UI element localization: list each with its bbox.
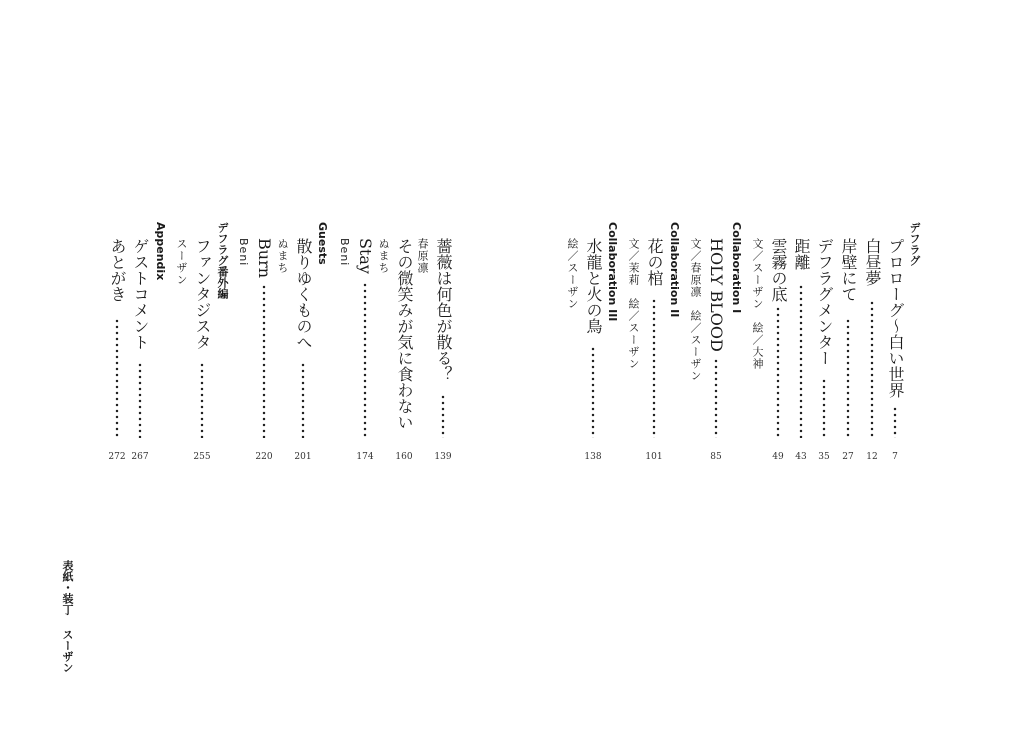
section-heading-collab3: Collaboration III xyxy=(606,222,619,322)
toc-credit-suiryu: 絵／スーザン xyxy=(566,238,579,310)
toc-title-hakuchumu: 白昼夢 xyxy=(863,238,882,286)
toc-page-hana: 101 xyxy=(645,452,663,462)
toc-title-hana: 花の棺 xyxy=(645,238,664,286)
toc-title-stay: Stay xyxy=(356,238,375,274)
toc-page-fantasista: 255 xyxy=(193,452,211,462)
toc-credit-hana: 文／茉莉 絵／スーザン xyxy=(627,238,640,370)
toc-page-unmu: 49 xyxy=(772,452,784,462)
toc-title-hohoemi: その微笑みが気に食わない xyxy=(395,238,414,430)
toc-title-guest-comment: ゲストコメント xyxy=(131,238,150,350)
toc-leader-chiri xyxy=(301,362,305,438)
toc-page-suiryu: 138 xyxy=(584,452,602,462)
toc-author-stay: Beni xyxy=(338,238,351,267)
toc-page-kyori: 43 xyxy=(795,452,807,462)
toc-page-hakuchumu: 12 xyxy=(866,452,878,462)
toc-title-burn: Burn xyxy=(255,238,274,279)
toc-author-bara: 春原凛 xyxy=(416,238,429,274)
toc-title-unmu: 雲霧の底 xyxy=(769,238,788,302)
toc-credit-unmu: 文／スーザン 絵／大神 xyxy=(751,238,764,370)
toc-page-mentor: 35 xyxy=(818,452,830,462)
toc-leader-atogaki xyxy=(115,318,119,438)
toc-leader-holy-blood xyxy=(714,358,718,438)
toc-page-ganpeki: 27 xyxy=(842,452,854,462)
toc-title-chiri: 散りゆくものへ xyxy=(294,238,313,350)
toc-title-ganpeki: 岸壁にて xyxy=(839,238,858,302)
toc-leader-mentor xyxy=(822,378,826,438)
toc-title-atogaki: あとがき xyxy=(108,238,127,302)
cover-credit-label: 表紙・装丁 xyxy=(61,560,74,615)
toc-leader-guest-comment xyxy=(138,362,142,438)
section-heading-collab2: Collaboration II xyxy=(668,222,681,318)
toc-page-burn: 220 xyxy=(255,452,273,462)
section-heading-defrag: デフラグ xyxy=(908,222,921,266)
toc-page-prologue: 7 xyxy=(892,452,898,462)
cover-credit-name: スーザン xyxy=(61,629,74,673)
toc-title-kyori: 距離 xyxy=(792,238,811,270)
section-heading-collab1: Collaboration I xyxy=(730,222,743,314)
toc-page-holy-blood: 85 xyxy=(710,452,722,462)
toc-author-hohoemi: ぬまち xyxy=(377,238,390,274)
toc-page-hohoemi: 160 xyxy=(395,452,413,462)
toc-leader-prologue xyxy=(893,406,897,438)
toc-leader-bara xyxy=(441,394,445,438)
toc-title-fantasista: ファンタジスタ xyxy=(193,238,212,350)
toc-leader-hakuchumu xyxy=(870,300,874,438)
toc-page-bara: 139 xyxy=(434,452,452,462)
toc-title-prologue: プロローグ〜白い世界 xyxy=(886,238,905,398)
toc-leader-kyori xyxy=(799,284,803,438)
toc-leader-stay xyxy=(363,282,367,438)
toc-page-chiri: 201 xyxy=(294,452,312,462)
toc-title-mentor: デフラグメンター xyxy=(815,238,834,366)
toc-title-bara: 薔薇は何色が散る？ xyxy=(434,238,453,382)
toc-author-fantasista: スーザン xyxy=(175,238,188,286)
toc-title-suiryu: 水龍と火の鳥 xyxy=(584,238,603,334)
cover-credit xyxy=(62,560,73,673)
toc-author-chiri: ぬまち xyxy=(276,238,289,274)
toc-leader-ganpeki xyxy=(846,318,850,438)
toc-credit-holy-blood: 文／春原凛 絵／スーザン xyxy=(689,238,702,382)
toc-leader-fantasista xyxy=(200,362,204,438)
toc-author-burn: Beni xyxy=(237,238,250,267)
section-heading-bangai: デフラグ番外編 xyxy=(216,222,229,299)
toc-title-holy-blood: HOLY BLOOD xyxy=(707,238,726,352)
toc-leader-burn xyxy=(262,284,266,438)
toc-page-guest-comment: 267 xyxy=(131,452,149,462)
toc-leader-suiryu xyxy=(591,346,595,438)
toc-leader-hana xyxy=(652,298,656,438)
toc-leader-unmu xyxy=(776,306,780,438)
section-heading-appendix: Appendix xyxy=(154,222,167,281)
toc-page-atogaki: 272 xyxy=(108,452,126,462)
toc-page-stay: 174 xyxy=(356,452,374,462)
section-heading-guests: Guests xyxy=(316,222,329,265)
